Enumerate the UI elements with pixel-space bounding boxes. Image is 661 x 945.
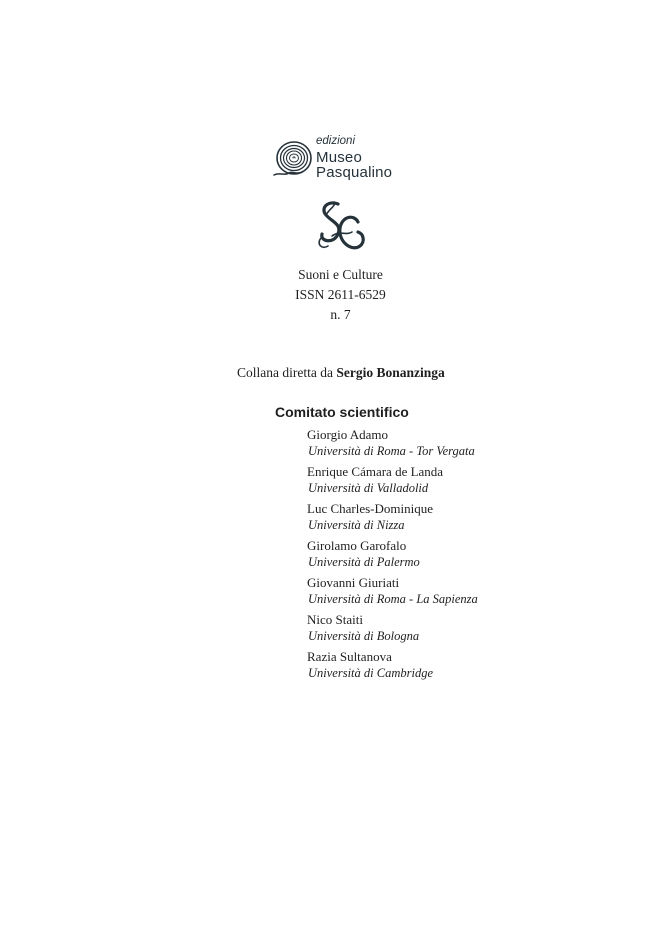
director-name: Sergio Bonanzinga [336, 365, 445, 380]
list-item [307, 574, 478, 611]
series-director [237, 364, 445, 382]
member-name: Giovanni Giuriati [307, 575, 400, 590]
member-affiliation: Università di Roma - Tor Vergata [308, 444, 475, 458]
director-prefix: Collana diretta da [237, 365, 333, 380]
member-name: Enrique Cámara de Landa [307, 464, 444, 479]
list-item [307, 500, 478, 537]
spiral-logo-icon [271, 138, 315, 180]
series-number: n. 7 [330, 307, 351, 322]
list-item [307, 648, 478, 685]
member-name: Razia Sultanova [307, 649, 392, 664]
series-name: Suoni e Culture [298, 267, 383, 282]
list-item [307, 426, 478, 463]
series-issn: ISSN 2611-6529 [295, 287, 386, 302]
member-affiliation: Università di Roma - La Sapienza [308, 592, 478, 606]
sc-monogram-icon [312, 198, 368, 256]
list-item [307, 537, 478, 574]
member-affiliation: Università di Palermo [308, 555, 420, 569]
list-item [307, 463, 478, 500]
committee-title: Comitato scientifico [275, 404, 409, 420]
member-name: Luc Charles-Dominique [307, 501, 433, 516]
member-affiliation: Università di Bologna [308, 629, 420, 643]
publisher-line-museo: Museo [316, 148, 363, 166]
member-affiliation: Università di Cambridge [308, 666, 433, 680]
publisher-line-edizioni: edizioni [316, 135, 355, 147]
publisher-name [316, 136, 392, 180]
member-name: Girolamo Garofalo [307, 538, 407, 553]
member-affiliation: Università di Valladolid [308, 481, 429, 495]
committee-list [307, 426, 478, 685]
member-name: Giorgio Adamo [307, 427, 389, 442]
publisher-logo [271, 136, 411, 180]
list-item [307, 611, 478, 648]
publisher-line-pasqualino: Pasqualino [316, 163, 393, 181]
member-name: Nico Staiti [307, 612, 363, 627]
series-info [0, 265, 661, 325]
member-affiliation: Università di Nizza [308, 518, 405, 532]
